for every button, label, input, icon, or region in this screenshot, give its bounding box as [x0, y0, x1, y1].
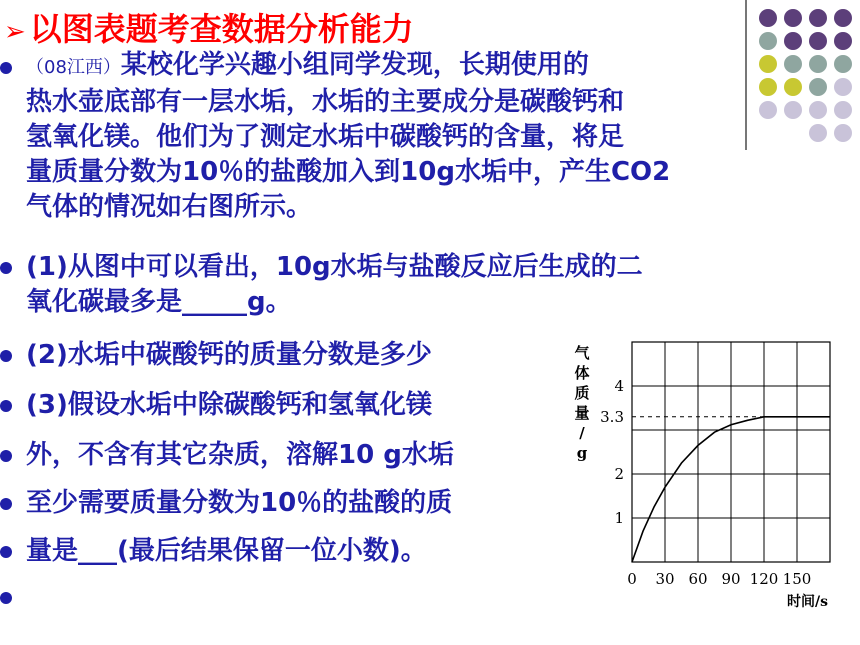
arrow-bullet-icon: ➢ — [4, 17, 26, 47]
x-tick-label: 150 — [782, 570, 812, 588]
decorative-dot — [834, 124, 852, 142]
line-text: (1)从图中可以看出，10g水垢与盐酸反应后生成的二 — [26, 252, 643, 282]
text-line — [26, 48, 820, 85]
bullet-dot-icon — [0, 262, 12, 274]
bullet-dot-icon — [0, 62, 12, 74]
line-text: (2)水垢中碳酸钙的质量分数是多少 — [26, 340, 432, 370]
line-text: 外，不含有其它杂质，溶解10 g水垢 — [26, 440, 454, 470]
decorative-dot — [834, 78, 852, 96]
line-text: 气体的情况如右图所示。 — [26, 192, 313, 222]
line-text: 量质量分数为10％的盐酸加入到10g水垢中，产生CO2 — [26, 157, 671, 187]
text-line — [26, 85, 820, 120]
bullet-dot-icon — [0, 498, 12, 510]
decorative-dot — [834, 9, 852, 27]
y-tick-label: 4 — [614, 377, 624, 395]
text-line — [26, 190, 820, 225]
x-axis-label: 时间/s — [787, 594, 828, 610]
line-text: 氢氧化镁。他们为了测定水垢中碳酸钙的含量，将足 — [26, 122, 625, 152]
question-paragraph — [0, 48, 820, 223]
line-text: 量是___(最后结果保留一位小数)。 — [26, 536, 427, 566]
slide-title — [4, 4, 414, 50]
bullet-dot-icon — [0, 592, 12, 604]
source-prefix: （08江西） — [26, 57, 121, 78]
line-text: 氧化碳最多是_____g。 — [26, 287, 292, 317]
reference-value-label: 3.3 — [600, 407, 624, 426]
text-line — [26, 285, 820, 320]
decorative-dot — [784, 9, 802, 27]
y-tick-label: 1 — [614, 509, 624, 527]
line-text: 至少需要质量分数为10％的盐酸的质 — [26, 488, 453, 518]
line-text: 热水壶底部有一层水垢，水垢的主要成分是碳酸钙和 — [26, 87, 625, 117]
bullet-dot-icon — [0, 450, 12, 462]
text-line — [26, 250, 820, 285]
decorative-dot — [834, 101, 852, 119]
decorative-dot — [834, 55, 852, 73]
x-tick-label: 60 — [688, 570, 708, 588]
text-line — [26, 120, 820, 155]
co2-mass-chart — [568, 336, 838, 616]
decorative-dot — [834, 32, 852, 50]
question-paragraph — [0, 250, 820, 320]
bullet-dot-icon — [0, 400, 12, 412]
decorative-dot — [809, 9, 827, 27]
x-tick-label: 30 — [655, 570, 675, 588]
x-tick-label: 90 — [721, 570, 741, 588]
bullet-dot-icon — [0, 546, 12, 558]
line-text: 某校化学兴趣小组同学发现，长期使用的 — [120, 50, 589, 80]
x-tick-label: 120 — [749, 570, 779, 588]
bullet-dot-icon — [0, 350, 12, 362]
slide-title-text: 以图表题考查数据分析能力 — [29, 10, 414, 48]
x-tick-label: 0 — [627, 570, 637, 588]
y-tick-label: 2 — [614, 465, 624, 483]
text-line — [26, 155, 820, 190]
decorative-dot — [759, 9, 777, 27]
y-axis-label: 气体质量/ g — [574, 344, 590, 462]
line-text — [26, 582, 35, 612]
paragraph-text — [26, 48, 820, 225]
line-text: (3)假设水垢中除碳酸钙和氢氧化镁 — [26, 390, 432, 420]
paragraph-text — [26, 250, 820, 320]
